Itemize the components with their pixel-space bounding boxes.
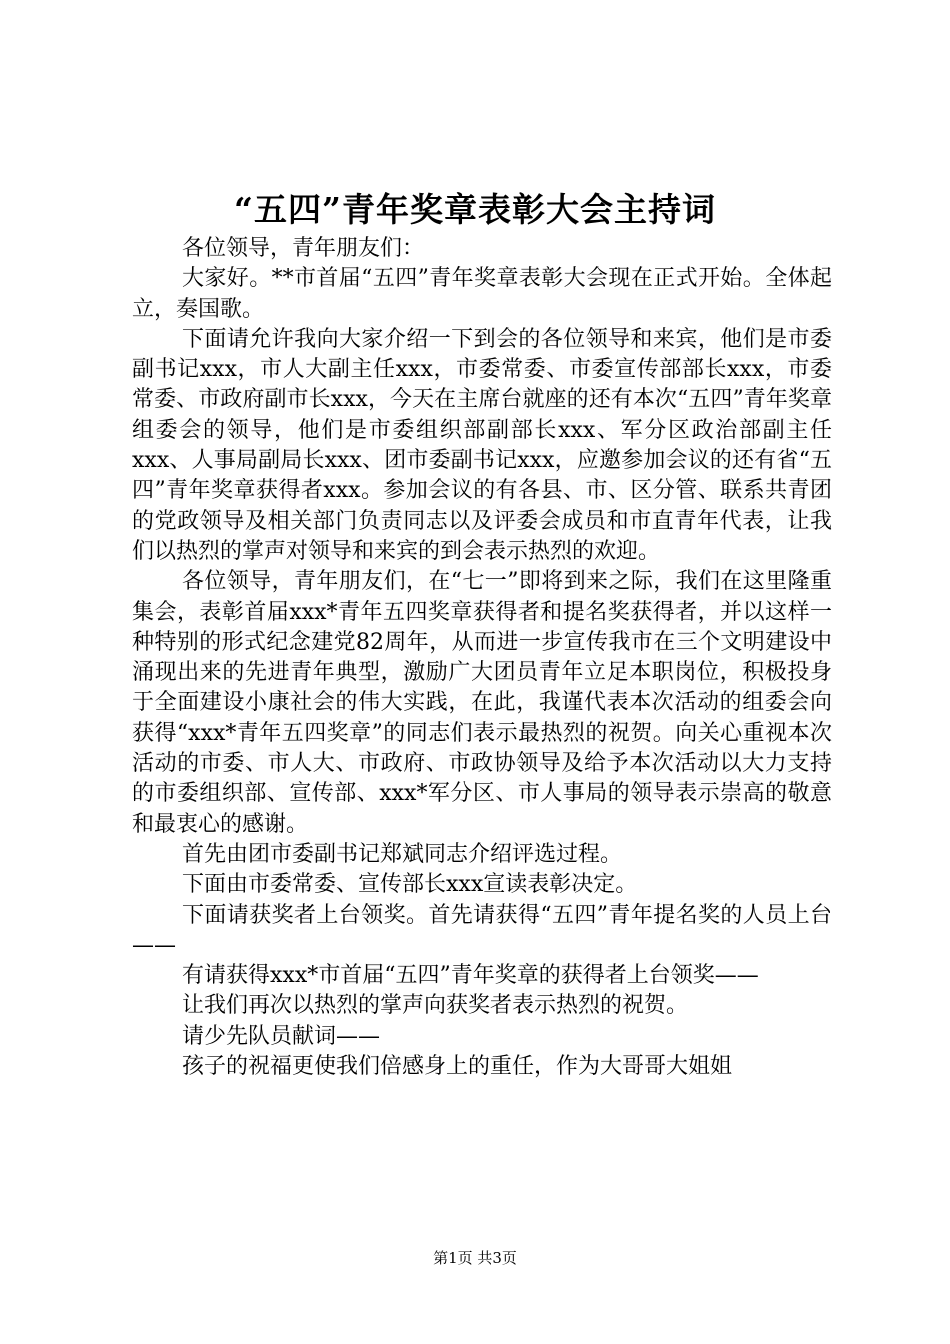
paragraph-applause: 让我们再次以热烈的掌声向获奖者表示热烈的祝贺。 (182, 993, 689, 1019)
paragraph-opening: 大家好。**市首届“五四”青年奖章表彰大会现在正式开始。全体起立，奏国歌。 (132, 266, 832, 322)
document-title: “五四”青年奖章表彰大会主持词 (234, 190, 716, 229)
paragraph-nominee-awards: 下面请获奖者上台领奖。首先请获得“五四”青年提名奖的人员上台—— (132, 902, 832, 958)
paragraph-young-pioneers: 请少先队员献词—— (182, 1023, 381, 1049)
paragraph-guest-introduction: 下面请允许我向大家介绍一下到会的各位领导和来宾，他们是市委副书记xxx，市人大副主任xxx，市委常委、市委宣传部部长xxx，市委常委、市政府副市长xxx，今天在主席台就座的还有本次“五四”青年奖章组委会的领导，他们是市委组织部副部长xxx、军分区政治部副主任xxx、人事局副局长xxx、团市委副书记xxx，应邀参加会议的还有省“五四”青年奖章获得者xxx。参加会议的有各县、市、区分管、联系共青团的党政领导及相关部门负责同志以及评委会成员和市直青年代表，让我们以热烈的掌声对领导和来宾的到会表示热烈的欢迎。 (132, 326, 832, 564)
paragraph-commendation-decision: 下面由市委常委、宣传部长xxx宣读表彰决定。 (182, 872, 638, 898)
paragraph-medal-awards: 有请获得xxx*市首届“五四”青年奖章的获得者上台领奖—— (182, 963, 759, 989)
paragraph-congratulations: 各位领导，青年朋友们，在“七一”即将到来之际，我们在这里隆重集会，表彰首届xxx*青年五四奖章获得者和提名奖获得者，并以这样一种特别的形式纪念建党82周年，从而进一步宣传我市在三个文明建设中涌现出来的先进青年典型，激励广大团员青年立足本职岗位，积极投身于全面建设小康社会的伟大实践，在此，我谨代表本次活动的组委会向获得“xxx*青年五四奖章”的同志们表示最热烈的祝贺。向关心重视本次活动的市委、市人大、市政府、市政协领导及给予本次活动以大力支持的市委组织部、宣传部、xxx*军分区、市人事局的领导表示崇高的敬意和最衷心的感谢。 (132, 569, 832, 837)
paragraph-closing-start: 孩子的祝福更使我们倍感身上的重任，作为大哥哥大姐姐 (182, 1054, 733, 1080)
paragraph-selection-process: 首先由团市委副书记郑斌同志介绍评选过程。 (182, 841, 623, 867)
page-footer: 第1页 共3页 (433, 1249, 517, 1267)
paragraph-greeting: 各位领导，青年朋友们： (182, 236, 425, 261)
document-body (132, 234, 832, 1082)
